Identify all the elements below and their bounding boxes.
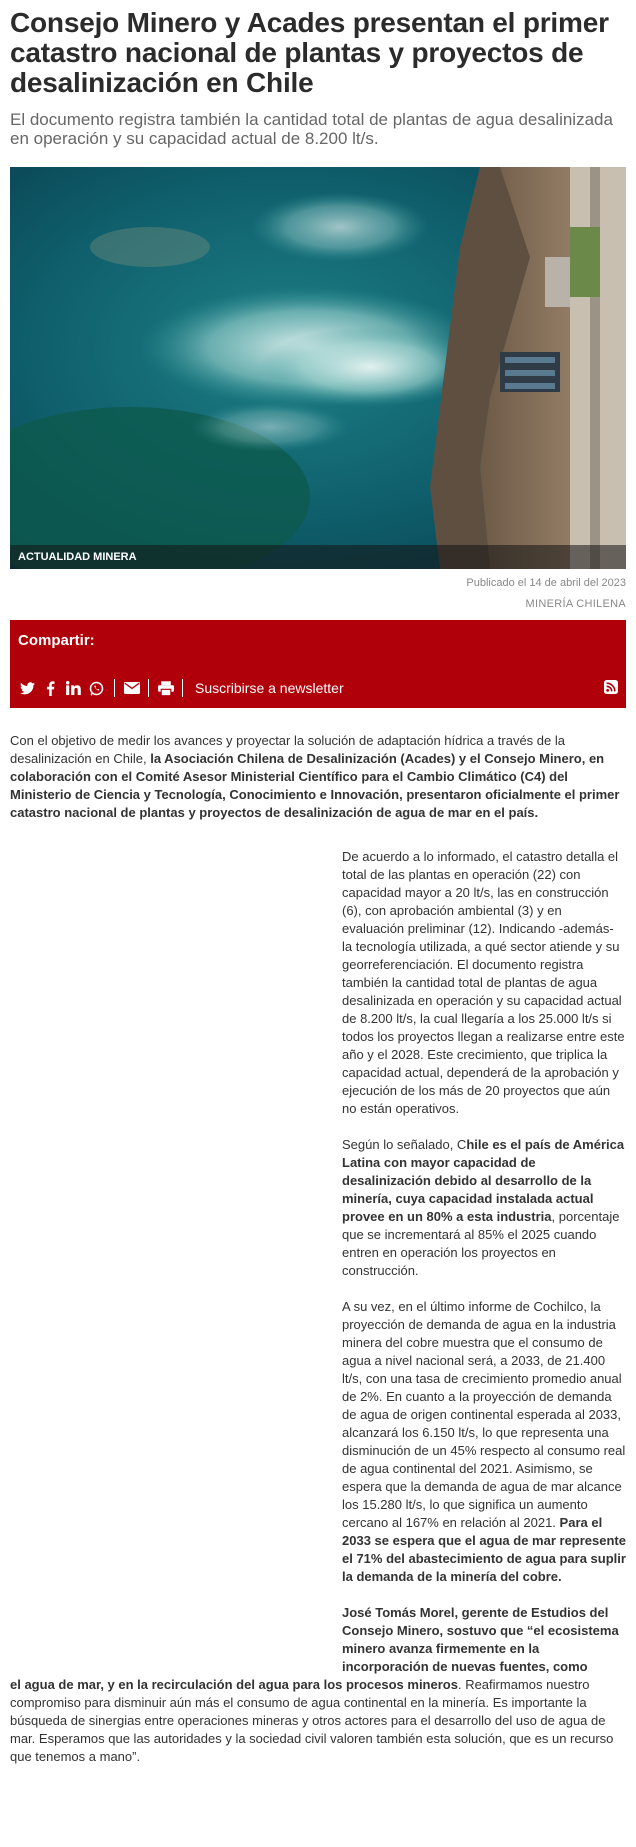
paragraph-intro — [10, 732, 626, 822]
linkedin-icon[interactable] — [64, 680, 82, 696]
article-title: Consejo Minero y Acades presentan el primer catastro nacional de plantas y proyectos de desalinización en Chile — [10, 7, 609, 98]
paragraph-bold: Para el 2033 se espera que el agua de mar represente el 71% del abastecimiento de agua para suplir la demanda de la minería del cobre. — [342, 1515, 626, 1584]
paragraph-bold: la Asociación Chilena de Desalinización (Acades) y el Consejo Minero, en colaboración con el Comité Asesor Ministerial Científico para el Cambio Climático (C4) del Ministerio de Ciencia y Tecnología, Conocimiento e Innovación, presentaron oficialmente el primer catastro nacional de plantas y proyectos de desalinización de agua de mar en el país. — [10, 751, 620, 820]
image-caption: ACTUALIDAD MINERA — [10, 545, 626, 569]
paragraph-text: . Reafirmamos nuestro compromiso para disminuir aún más el consumo de agua continental en la minería. Es importante la búsqueda de sinergias entre operaciones mineras y otros actores para el desarrollo del uso de agua de mar. Esperamos que las autoridades y la sociedad civil valoren también esta solución, que es un recurso que tenemos a mano”. — [10, 1677, 614, 1764]
paragraph-text: Con el objetivo de medir los avances y proyectar la solución de adaptación hídrica a través de la desalinización en Chile, — [10, 733, 565, 766]
paragraph-bold: el agua de mar, y en la recirculación del agua para los procesos mineros — [10, 1677, 458, 1692]
share-divider — [182, 679, 183, 697]
email-icon[interactable] — [123, 680, 141, 696]
facebook-icon[interactable] — [41, 680, 59, 696]
share-title: Compartir: — [18, 632, 95, 649]
paragraph-quote — [342, 1604, 626, 1676]
share-divider — [114, 679, 115, 697]
article-source: MINERÍA CHILENA — [525, 598, 626, 610]
paragraph-bold: hile es el país de América Latina con mayor capacidad de desalinización debido al desarrollo de la minería, cuya capacidad instalada actual provee en un 80% a esta industria — [342, 1137, 625, 1224]
coastal-aerial-photo — [10, 167, 626, 569]
paragraph-quote-continued — [10, 1676, 626, 1766]
article-hero-image — [10, 167, 626, 569]
rss-icon[interactable] — [604, 680, 618, 699]
paragraph-text: Según lo señalado, C — [342, 1137, 467, 1152]
paragraph-catastro: De acuerdo a lo informado, el catastro detalla el total de las plantas en operación (22) con capacidad mayor a 20 lt/s, las en construcción (6), con aprobación ambiental (3) y en evaluación preliminar (12). Indicando -además- la tecnología utilizada, a qué sector atiende y su georreferenciación. El documento registra también la cantidad total de plantas de agua desalinizada en operación y su capacidad actual de 8.200 lt/s, la cual llegaría a los 25.000 lt/s si todos los proyectos llegan a realizarse entre este año y el 2028. Este crecimiento, que triplica la capacidad actual, dependerá de la aprobación y ejecución de los más de 20 proyectos que aún no están operativos. — [342, 849, 625, 1116]
share-bar — [10, 620, 626, 708]
article-subtitle: El documento registra también la cantidad total de plantas de agua desalinizada en operación y su capacidad actual de 8.200 lt/s. — [10, 110, 613, 148]
article-body — [10, 732, 626, 1766]
whatsapp-icon[interactable] — [87, 680, 105, 696]
publish-date: Publicado el 14 de abril del 2023 — [466, 577, 626, 589]
twitter-icon[interactable] — [18, 680, 36, 696]
share-divider — [148, 679, 149, 697]
paragraph-cochilco — [342, 1298, 626, 1586]
newsletter-link[interactable]: Suscribirse a newsletter — [195, 680, 344, 696]
share-icons-row — [18, 678, 618, 698]
print-icon[interactable] — [157, 680, 175, 696]
paragraph-text: , porcentaje que se incrementará al 85% el 2025 cuando entren en operación los proyectos en construcción. — [342, 1209, 620, 1278]
paragraph-latam — [342, 1136, 626, 1280]
paragraph-text: A su vez, en el último informe de Cochilco, la proyección de demanda de agua en la industria minera del cobre muestra que el consumo de agua a nivel nacional será, a 2033, de 21.400 lt/s, con una tasa de crecimiento promedio anual de 2%. En cuanto a la proyección de demanda de agua de origen continental esperada al 2033, alcanzará los 6.150 lt/s, lo que representa una disminución de un 45% respecto al consumo real de agua continental del 2021. Asimismo, se espera que la demanda de agua de mar alcance los 15.280 lt/s, lo que significa un aumento cercano al 167% en relación al 2021. — [342, 1299, 626, 1530]
paragraph-bold: José Tomás Morel, gerente de Estudios del Consejo Minero, sostuvo que “el ecosistema minero avanza firmemente en la incorporación de nuevas fuentes, como — [342, 1605, 619, 1674]
